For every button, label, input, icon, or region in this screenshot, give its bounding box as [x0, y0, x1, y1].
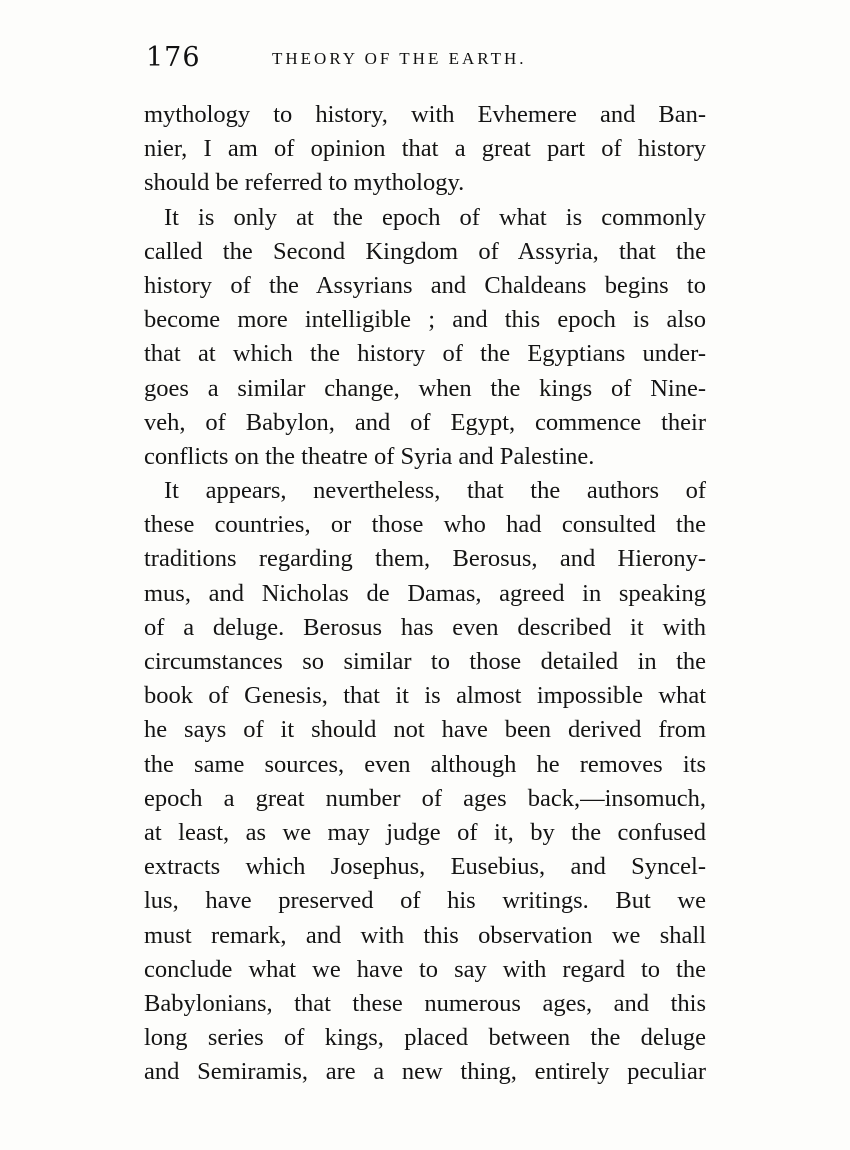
text-line: traditions regarding them, Berosus, and Hierony- — [144, 545, 706, 573]
text-line: the same sources, even although he removes its — [144, 750, 706, 778]
text-line: he says of it should not have been derived from — [144, 716, 706, 744]
text-line: conclude what we have to say with regard to the — [144, 955, 706, 983]
text-line: nier, I am of opinion that a great part of history — [144, 135, 706, 163]
text-line: Babylonians, that these numerous ages, and this — [144, 989, 706, 1017]
text-line: should be referred to mythology. — [144, 169, 465, 197]
text-line: history of the Assyrians and Chaldeans begins to — [144, 271, 706, 299]
text-line: mythology to history, with Evhemere and Ban- — [144, 101, 706, 128]
text-line: conflicts on the theatre of Syria and Palestine. — [144, 442, 595, 470]
body-text — [144, 98, 706, 1089]
running-head — [144, 40, 704, 80]
text-line: lus, have preserved of his writings. But we — [144, 887, 706, 915]
text-line: at least, as we may judge of it, by the confused — [144, 818, 706, 846]
text-line: circumstances so similar to those detailed in the — [144, 648, 706, 675]
text-line: become more intelligible ; and this epoch is also — [144, 306, 706, 334]
text-line: book of Genesis, that it is almost impossible what — [144, 682, 706, 710]
text-line: mus, and Nicholas de Damas, agreed in speaking — [144, 579, 706, 607]
text-line: these countries, or those who had consulted the — [144, 511, 706, 539]
running-title: THEORY OF THE EARTH. — [272, 49, 527, 68]
text-line: that at which the history of the Egyptians under- — [144, 340, 706, 368]
text-line: called the Second Kingdom of Assyria, that the — [144, 237, 706, 265]
text-line: long series of kings, placed between the deluge — [144, 1024, 706, 1052]
text-line: extracts which Josephus, Eusebius, and Syncel- — [144, 853, 706, 881]
text-line: goes a similar change, when the kings of Nine- — [144, 374, 706, 402]
text-line: It appears, nevertheless, that the authors of — [164, 477, 706, 505]
page-number: 176 — [146, 42, 201, 73]
text-line: veh, of Babylon, and of Egypt, commence their — [144, 408, 706, 436]
text-line: of a deluge. Berosus has even described it with — [144, 613, 706, 641]
text-line: and Semiramis, are a new thing, entirely peculiar — [144, 1058, 706, 1086]
text-line: must remark, and with this observation we shall — [144, 921, 706, 949]
text-line: It is only at the epoch of what is commonly — [164, 203, 706, 231]
text-line: epoch a great number of ages back,—insomuch, — [144, 784, 706, 812]
